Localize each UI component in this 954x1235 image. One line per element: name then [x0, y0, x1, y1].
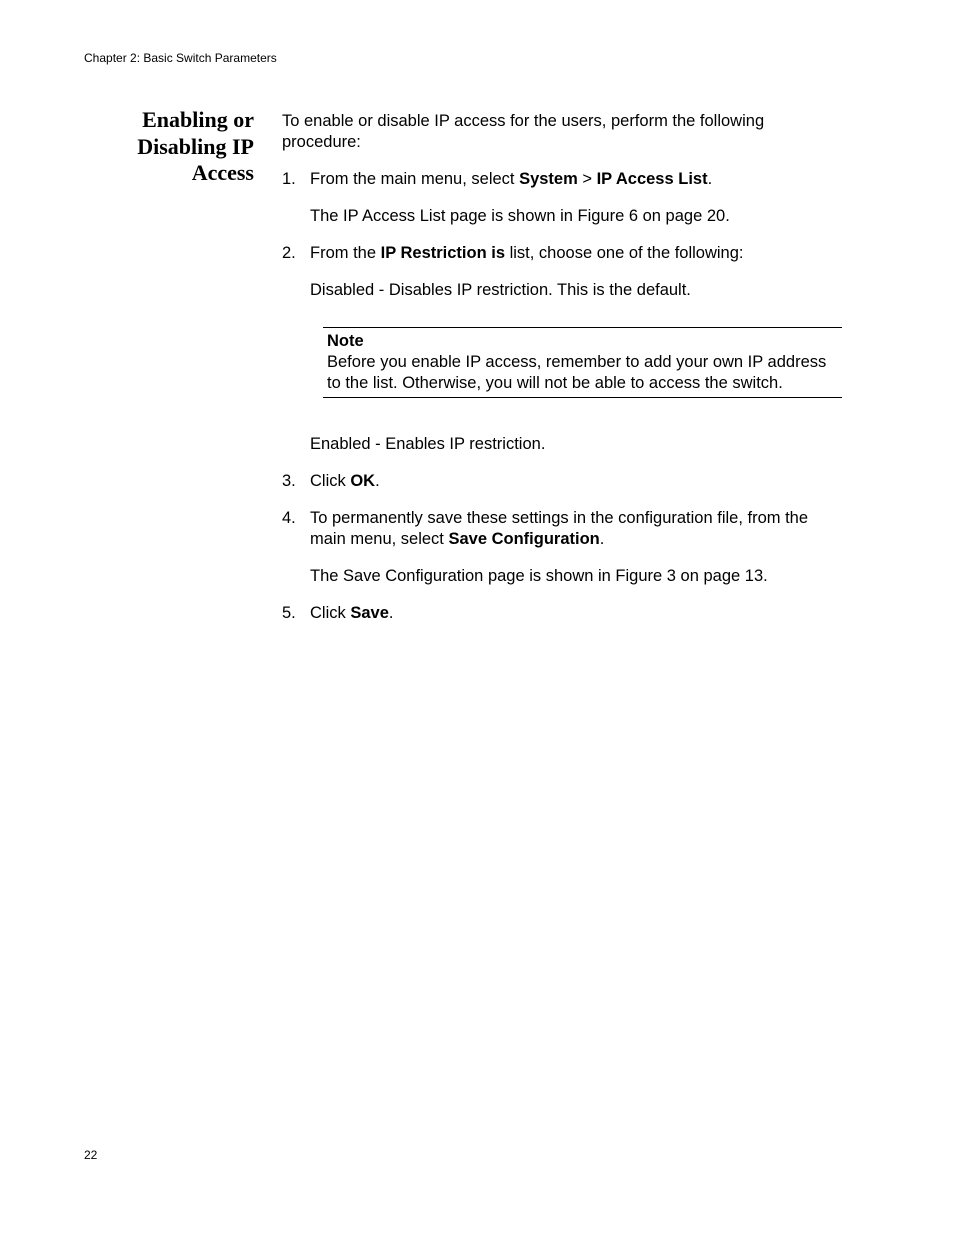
step-number: 5.: [282, 604, 296, 622]
step-number: 4.: [282, 509, 296, 527]
step-number: 1.: [282, 170, 296, 188]
step-3: [282, 471, 842, 492]
step-4: [282, 508, 842, 587]
procedure-steps: [282, 169, 842, 624]
step-number: 2.: [282, 244, 296, 262]
option-disabled: Disabled - Disables IP restriction. This is the default.: [310, 281, 691, 299]
step-result: The IP Access List page is shown in Figure 6 on page 20.: [310, 207, 730, 225]
section-heading-line: Disabling IP: [137, 133, 254, 159]
step-instruction: From the main menu, select System > IP Access List.: [310, 170, 713, 188]
menu-save-configuration: Save Configuration: [448, 530, 600, 548]
menu-ip-access-list: IP Access List: [596, 170, 708, 188]
section-body: [282, 111, 842, 640]
step-instruction: From the IP Restriction is list, choose one of the following:: [310, 244, 744, 262]
button-ok-ref: OK: [350, 472, 376, 490]
step-instruction: Click OK.: [310, 472, 380, 490]
field-ip-restriction: IP Restriction is: [380, 244, 506, 262]
step-result: The Save Configuration page is shown in Figure 3 on page 13.: [310, 567, 768, 585]
step-5: [282, 603, 842, 624]
step-instruction: To permanently save these settings in the configuration file, from the main menu, select Save Configuration.: [310, 509, 809, 548]
section-heading-line: Enabling or: [142, 107, 254, 132]
step-2: [282, 243, 842, 455]
running-head: Chapter 2: Basic Switch Parameters: [84, 51, 277, 65]
note-box: [323, 327, 842, 398]
menu-system: System: [519, 170, 578, 188]
step-number: 3.: [282, 472, 296, 490]
note-title: Note: [327, 332, 364, 350]
option-enabled: Enabled - Enables IP restriction.: [310, 435, 546, 453]
page-number: 22: [84, 1148, 98, 1162]
button-save-ref: Save: [350, 604, 389, 622]
note-text: Before you enable IP access, remember to add your own IP address to the list. Otherwise, you will not be able to access the switch.: [327, 353, 827, 392]
step-instruction: Click Save.: [310, 604, 394, 622]
section-heading: [110, 107, 254, 187]
intro-paragraph: To enable or disable IP access for the users, perform the following procedure:: [282, 112, 765, 151]
section-heading-line: Access: [191, 160, 254, 185]
step-1: [282, 169, 842, 227]
